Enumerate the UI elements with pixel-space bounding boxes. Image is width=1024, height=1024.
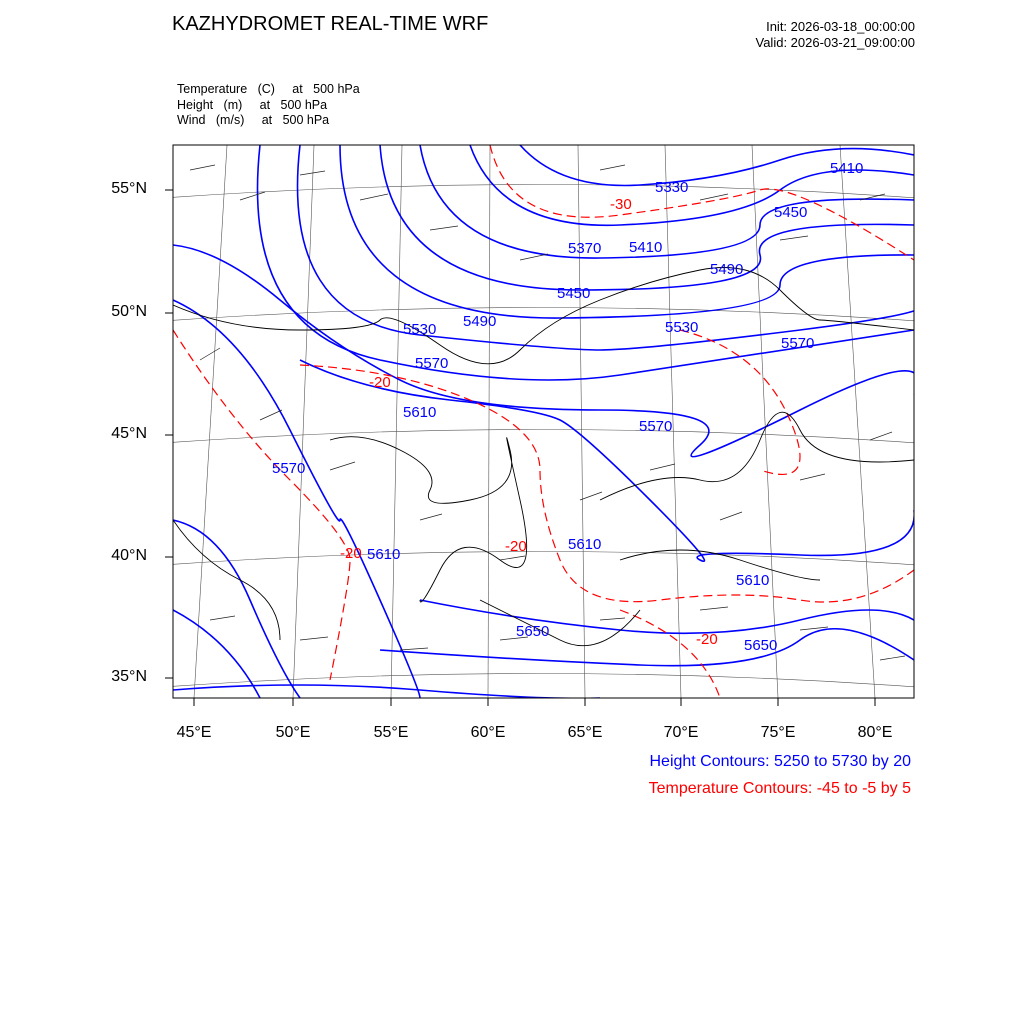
height-label: 5650 — [516, 623, 550, 640]
height-legend: Height Contours: 5250 to 5730 by 20 — [649, 753, 911, 770]
height-label: 5570 — [781, 335, 815, 352]
height-label: 5450 — [557, 285, 591, 302]
temperature-label: -20 — [505, 538, 527, 555]
lon-label-70: 70°E — [663, 724, 699, 741]
height-label: 5330 — [655, 179, 689, 196]
lon-label-75: 75°E — [760, 724, 796, 741]
height-label: 5530 — [403, 321, 437, 338]
temperature-label: -20 — [340, 545, 362, 562]
height-label: 5650 — [744, 637, 778, 654]
valid-time: Valid: 2026-03-21_09:00:00 — [755, 35, 915, 50]
height-label: 5490 — [463, 313, 497, 330]
field-temperature: Temperature (C) at 500 hPa — [177, 82, 360, 96]
init-time: Init: 2026-03-18_00:00:00 — [766, 19, 915, 34]
height-label: 5610 — [568, 536, 602, 553]
temperature-label: -20 — [696, 631, 718, 648]
height-contours — [173, 145, 924, 698]
height-label: 5410 — [830, 160, 864, 177]
lon-label-45: 45°E — [176, 724, 212, 741]
temperature-label: -30 — [610, 196, 632, 213]
height-label: 5530 — [665, 319, 699, 336]
political-borders — [173, 268, 914, 646]
graticule — [150, 145, 930, 698]
height-label: 5570 — [272, 460, 306, 477]
lon-label-65: 65°E — [567, 724, 603, 741]
height-label: 5370 — [568, 240, 602, 257]
lon-label-50: 50°E — [275, 724, 311, 741]
lon-label-80: 80°E — [857, 724, 893, 741]
field-height: Height (m) at 500 hPa — [177, 97, 328, 112]
height-label: 5450 — [774, 204, 808, 221]
chart-title: KAZHYDROMET REAL-TIME WRF — [172, 13, 489, 35]
height-label: 5570 — [639, 418, 673, 435]
height-label: 5490 — [710, 261, 744, 278]
field-wind: Wind (m/s) at 500 hPa — [177, 113, 330, 127]
lat-label-35: 35°N — [111, 668, 147, 685]
temperature-legend: Temperature Contours: -45 to -5 by 5 — [648, 780, 911, 797]
height-label: 5610 — [367, 546, 401, 563]
lon-label-55: 55°E — [373, 724, 409, 741]
lat-label-40: 40°N — [111, 547, 147, 564]
lat-label-55: 55°N — [111, 180, 147, 197]
lat-label-45: 45°N — [111, 425, 147, 442]
height-label: 5570 — [415, 355, 449, 372]
height-label: 5610 — [403, 404, 437, 421]
height-label: 5610 — [736, 572, 770, 589]
lat-label-50: 50°N — [111, 303, 147, 320]
temperature-label: -20 — [369, 374, 391, 391]
height-label: 5410 — [629, 239, 663, 256]
lon-label-60: 60°E — [470, 724, 506, 741]
